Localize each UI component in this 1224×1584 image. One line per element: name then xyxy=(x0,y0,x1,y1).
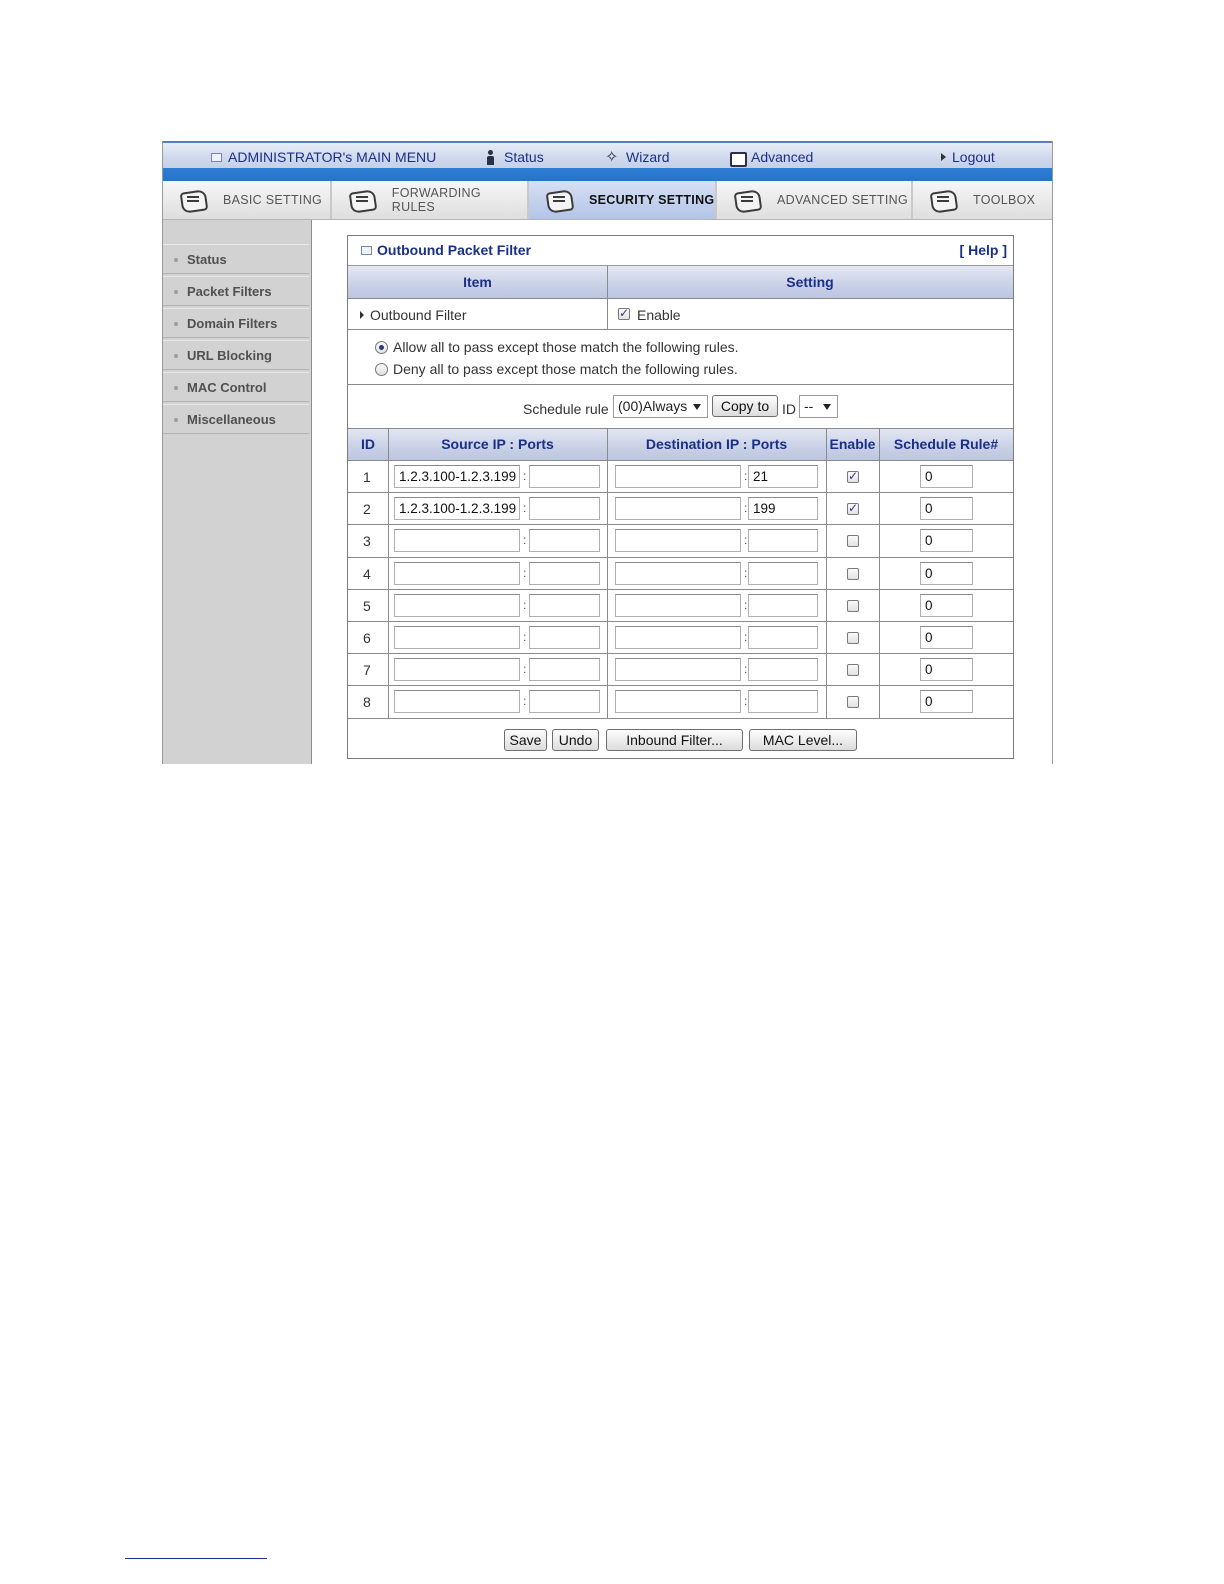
status-menu-link[interactable] xyxy=(483,149,544,165)
rule-enable-checkbox[interactable] xyxy=(847,696,859,708)
destination-ip-input[interactable] xyxy=(615,658,741,681)
colon-separator: : xyxy=(744,694,748,709)
schedule-rule-input[interactable]: 0 xyxy=(920,497,973,520)
main-menu-bar xyxy=(163,141,1052,170)
tab-label: ADVANCED SETTING xyxy=(777,193,908,207)
source-port-input[interactable] xyxy=(529,465,600,488)
sidebar-item-domain-filters[interactable] xyxy=(163,308,309,338)
schedule-rule-label: Schedule rule xyxy=(523,401,609,417)
person-icon xyxy=(483,150,498,165)
tab-label: BASIC SETTING xyxy=(223,193,323,207)
row-id: 1 xyxy=(363,469,371,485)
rule-enable-checkbox[interactable] xyxy=(847,600,859,612)
destination-ip-input[interactable] xyxy=(615,594,741,617)
bullet-icon xyxy=(174,290,178,294)
source-ip-input[interactable]: 1.2.3.100-1.2.3.199 xyxy=(394,497,520,520)
tab-label: SECURITY SETTING xyxy=(589,193,715,207)
source-ip-input[interactable] xyxy=(394,529,520,552)
footnote-separator xyxy=(125,1558,267,1559)
destination-ip-input[interactable] xyxy=(615,626,741,649)
source-port-input[interactable] xyxy=(529,594,600,617)
enable-column-header: Enable xyxy=(829,436,876,452)
destination-column-header: Destination IP : Ports xyxy=(645,436,788,452)
schedule-rule-input[interactable]: 0 xyxy=(920,658,973,681)
sidebar-item-label: URL Blocking xyxy=(187,348,272,363)
sidebar-item-url-blocking[interactable] xyxy=(163,340,309,370)
outbound-filter-label: Outbound Filter xyxy=(370,307,467,323)
schedule-rule-value: (00)Always xyxy=(618,398,688,414)
destination-port-input[interactable] xyxy=(748,594,818,617)
source-ip-input[interactable] xyxy=(394,594,520,617)
item-setting-header xyxy=(348,266,1013,299)
source-port-input[interactable] xyxy=(529,562,600,585)
sidebar-item-label: Domain Filters xyxy=(187,316,278,331)
colon-separator: : xyxy=(744,597,748,612)
destination-port-input[interactable] xyxy=(748,626,818,649)
save-button[interactable]: Save xyxy=(504,729,547,751)
undo-button[interactable]: Undo xyxy=(552,729,599,751)
schedule-rule-input[interactable]: 0 xyxy=(920,626,973,649)
outbound-filter-panel xyxy=(347,235,1014,759)
source-column-header: Source IP : Ports xyxy=(441,436,554,452)
panel-title: Outbound Packet Filter xyxy=(377,242,532,258)
schedule-rule-input[interactable]: 0 xyxy=(920,594,973,617)
rule-enable-checkbox[interactable] xyxy=(847,568,859,580)
bullet-icon xyxy=(174,258,178,262)
wizard-icon xyxy=(605,150,620,165)
arrow-right-icon xyxy=(360,311,364,319)
sidebar-item-label: MAC Control xyxy=(187,380,267,395)
sidebar-item-label: Packet Filters xyxy=(187,284,272,299)
panel-header xyxy=(348,236,1013,266)
sidebar xyxy=(163,220,312,764)
colon-separator: : xyxy=(523,630,527,644)
colon-separator: : xyxy=(523,469,527,483)
tab-security-setting[interactable] xyxy=(529,181,717,219)
table-row xyxy=(348,654,1013,686)
security-setting-icon xyxy=(543,188,575,212)
copy-id-value: -- xyxy=(804,398,814,414)
row-id: 6 xyxy=(363,630,371,646)
tab-forwarding-rules[interactable] xyxy=(332,181,529,219)
colon-separator: : xyxy=(744,565,748,580)
row-id: 8 xyxy=(363,694,371,711)
source-ip-input[interactable] xyxy=(394,626,520,649)
advanced-menu-label: Advanced xyxy=(751,149,814,165)
chevron-down-icon xyxy=(823,404,831,410)
table-row xyxy=(348,525,1013,557)
deny-radio-label: Deny all to pass except those match the following rules. xyxy=(393,361,738,377)
router-admin-screenshot xyxy=(162,141,1053,764)
panel-title-icon xyxy=(361,246,372,255)
bullet-icon xyxy=(174,418,178,422)
destination-ip-input[interactable] xyxy=(615,562,741,585)
blue-divider-strip xyxy=(163,168,1052,181)
colon-separator: : xyxy=(744,469,748,483)
schedule-rule-input[interactable]: 0 xyxy=(920,690,973,713)
source-ip-input[interactable] xyxy=(394,658,520,681)
sidebar-item-mac-control[interactable] xyxy=(163,372,309,402)
tab-label: FORWARDING RULES xyxy=(391,186,481,214)
copy-to-button[interactable]: Copy to xyxy=(712,395,778,417)
colon-separator: : xyxy=(523,597,527,612)
row-divider xyxy=(348,329,1013,330)
rule-enable-checkbox[interactable] xyxy=(847,632,859,644)
schedule-column-header: Schedule Rule# xyxy=(893,436,999,452)
colon-separator: : xyxy=(523,501,527,516)
row-id: 7 xyxy=(363,662,371,679)
sidebar-item-status[interactable] xyxy=(163,244,309,274)
source-port-input[interactable] xyxy=(529,529,600,552)
rule-enable-checkbox[interactable] xyxy=(847,471,859,483)
tab-label: TOOLBOX xyxy=(973,193,1036,207)
logout-menu-label: Logout xyxy=(952,149,995,165)
source-port-input[interactable] xyxy=(529,497,600,520)
main-tabs xyxy=(163,181,1052,220)
destination-port-input[interactable] xyxy=(748,529,818,552)
logout-menu-link[interactable] xyxy=(941,149,995,165)
wizard-menu-label: Wizard xyxy=(626,149,670,165)
bullet-icon xyxy=(174,354,178,358)
main-menu-link[interactable] xyxy=(211,149,436,165)
colon-separator: : xyxy=(523,565,527,580)
schedule-rule-select[interactable] xyxy=(613,395,708,418)
colon-separator: : xyxy=(744,662,748,677)
mac-level-button[interactable]: MAC Level... xyxy=(749,729,857,751)
row-divider xyxy=(348,428,1013,429)
enable-label: Enable xyxy=(637,307,681,323)
table-row xyxy=(348,558,1013,590)
rule-enable-checkbox[interactable] xyxy=(847,664,859,676)
row-id: 2 xyxy=(363,501,371,518)
rules-table-header xyxy=(348,428,1013,461)
sidebar-item-miscellaneous[interactable] xyxy=(163,404,309,434)
source-ip-input[interactable] xyxy=(394,690,520,713)
row-id: 3 xyxy=(363,533,371,550)
destination-ip-input[interactable] xyxy=(615,465,741,488)
destination-port-input[interactable] xyxy=(748,658,818,681)
bullet-icon xyxy=(174,322,178,326)
inbound-filter-button[interactable]: Inbound Filter... xyxy=(606,729,743,751)
table-row xyxy=(348,686,1013,718)
toolbox-icon xyxy=(927,188,959,212)
outbound-filter-enable-checkbox[interactable] xyxy=(618,308,630,320)
row-divider xyxy=(348,718,1013,719)
chevron-down-icon xyxy=(693,404,701,410)
status-menu-label: Status xyxy=(504,149,544,165)
row-divider xyxy=(348,384,1013,385)
basic-setting-icon xyxy=(177,188,209,212)
deny-radio[interactable] xyxy=(375,363,388,376)
table-row xyxy=(348,461,1013,493)
destination-port-input[interactable] xyxy=(748,690,818,713)
help-link[interactable]: [ Help ] xyxy=(959,242,1007,258)
sidebar-item-label: Status xyxy=(187,252,227,267)
colon-separator: : xyxy=(523,662,527,677)
id-column-header: ID xyxy=(361,436,375,452)
destination-port-input[interactable]: 199 xyxy=(748,497,818,520)
source-port-input[interactable] xyxy=(529,658,600,681)
destination-ip-input[interactable] xyxy=(615,690,741,713)
allow-radio[interactable] xyxy=(375,341,388,354)
column-divider xyxy=(607,266,608,329)
menu-icon xyxy=(211,153,222,162)
sidebar-item-label: Miscellaneous xyxy=(187,412,276,427)
colon-separator: : xyxy=(744,630,748,644)
source-ip-input[interactable] xyxy=(394,562,520,585)
table-row xyxy=(348,622,1013,654)
destination-port-input[interactable] xyxy=(748,562,818,585)
destination-ip-input[interactable] xyxy=(615,529,741,552)
schedule-rule-input[interactable]: 0 xyxy=(920,562,973,585)
colon-separator: : xyxy=(523,694,527,709)
colon-separator: : xyxy=(523,533,527,548)
id-label: ID xyxy=(782,401,796,417)
advanced-setting-icon xyxy=(731,188,763,212)
schedule-rule-input[interactable]: 0 xyxy=(920,529,973,552)
setting-column-header: Setting xyxy=(786,274,834,290)
table-row xyxy=(348,493,1013,525)
advanced-menu-link[interactable] xyxy=(730,149,813,165)
copy-id-select[interactable] xyxy=(799,395,838,418)
rule-enable-checkbox[interactable] xyxy=(847,503,859,515)
forwarding-rules-icon xyxy=(346,188,378,212)
schedule-rule-input[interactable]: 0 xyxy=(920,465,973,488)
destination-port-input[interactable]: 21 xyxy=(748,465,818,488)
colon-separator: : xyxy=(744,533,748,548)
table-row xyxy=(348,590,1013,622)
allow-radio-label: Allow all to pass except those match the following rules. xyxy=(393,339,739,355)
main-menu-label: ADMINISTRATOR's MAIN MENU xyxy=(228,149,437,165)
tab-advanced-setting[interactable] xyxy=(717,181,913,219)
source-port-input[interactable] xyxy=(529,690,600,713)
arrow-right-icon xyxy=(941,153,946,161)
colon-separator: : xyxy=(744,501,748,516)
advanced-icon xyxy=(730,150,745,165)
row-id: 4 xyxy=(363,565,371,582)
item-column-header: Item xyxy=(463,274,492,290)
bullet-icon xyxy=(174,386,178,390)
sidebar-item-packet-filters[interactable] xyxy=(163,276,309,306)
destination-ip-input[interactable] xyxy=(615,497,741,520)
tab-basic-setting[interactable] xyxy=(163,181,332,219)
row-id: 5 xyxy=(363,597,371,614)
tab-toolbox[interactable] xyxy=(913,181,1052,219)
source-port-input[interactable] xyxy=(529,626,600,649)
source-ip-input[interactable]: 1.2.3.100-1.2.3.199 xyxy=(394,465,520,488)
wizard-menu-link[interactable] xyxy=(605,149,670,165)
rule-enable-checkbox[interactable] xyxy=(847,535,859,547)
